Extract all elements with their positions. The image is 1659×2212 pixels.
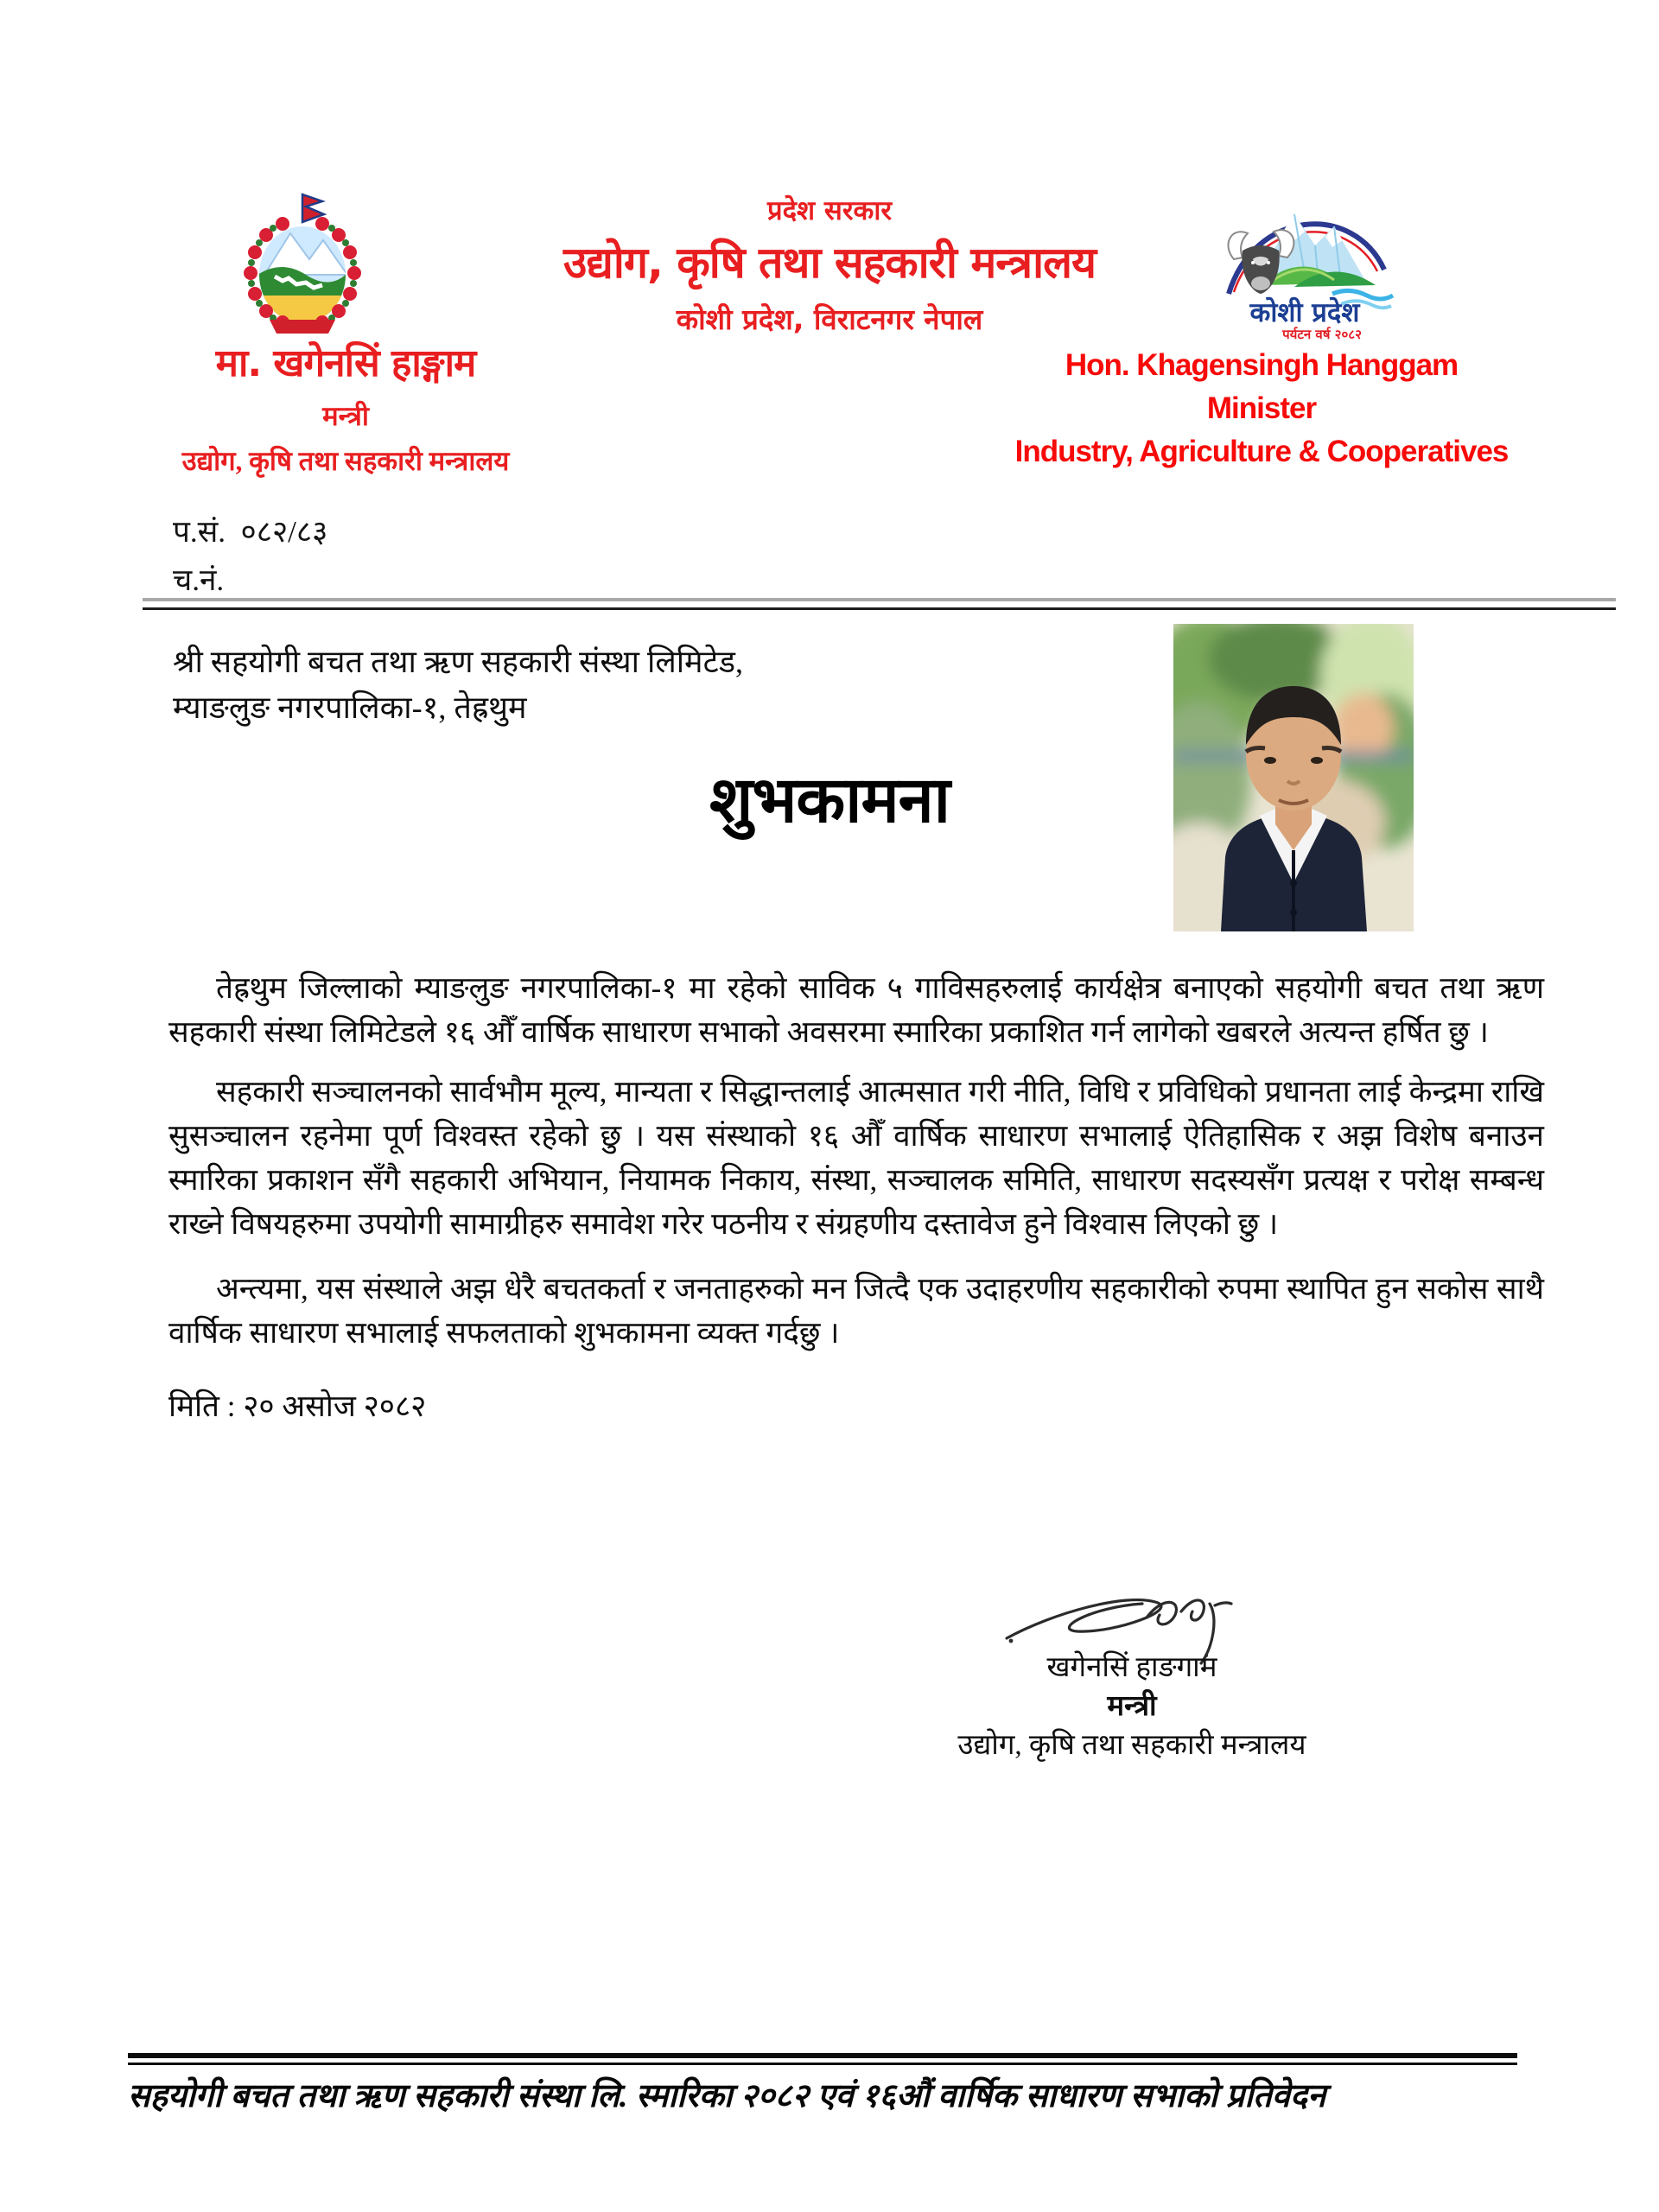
footer-divider-bottom xyxy=(128,2063,1517,2065)
signatory-ministry: उद्योग, कृषि तथा सहकारी मन्त्रालय xyxy=(957,1730,1306,1761)
minister-name-np: मा. खगेनसिं हाङ्गाम xyxy=(215,341,476,385)
minister-ministry-en: Industry, Agriculture & Cooperatives xyxy=(1014,435,1509,468)
ministry-name: उद्योग, कृषि तथा सहकारी मन्त्रालय xyxy=(563,238,1096,288)
koshi-logo-subtitle: पर्यटन वर्ष २०८२ xyxy=(1282,327,1362,342)
header-divider-top xyxy=(143,598,1616,601)
signatory-title: मन्त्री xyxy=(1107,1691,1157,1722)
header-divider-bottom xyxy=(143,607,1616,610)
letter-body xyxy=(168,966,1544,1428)
recipient-line1: श्री सहयोगी बचत तथा ऋण सहकारी संस्था लिमिटेड, xyxy=(173,645,743,679)
koshi-province-logo-icon xyxy=(1205,183,1405,346)
ref-number-line xyxy=(173,508,327,556)
minister-block-english xyxy=(976,344,1547,474)
letter-title: शुभकामना xyxy=(709,763,950,837)
paragraph-2: सहकारी सञ्चालनको सार्वभौम मूल्य, मान्यता र सिद्धान्तलाई आत्मसात गरी नीति, विधि र प्रविधिको प्रधानता लाई केन्द्रमा राखि सुसञ्चालन रहनेमा पूर्ण विश्वस्त रहेको छु । यस संस्थाको १६ औँ वार्षिक साधारण सभालाई ऐतिहासिक र अझ विशेष बनाउन स्मारिका प्रकाशन सँगै सहकारी अभियान, नियामक निकाय, संस्था, सञ्चालक समिति, साधारण सदस्यसँग प्रत्यक्ष र परोक्ष सम्बन्ध राख्ने विषयहरुमा उपयोगी सामाग्रीहरु समावेश गरेर पठनीय र संग्रहणीय दस्तावेज हुने विश्वास लिएको छु । xyxy=(168,1075,1544,1241)
koshi-logo-title: कोशी प्रदेश xyxy=(1249,297,1360,328)
recipient-line2: म्याङलुङ नगरपालिका-१, तेह्रथुम xyxy=(173,690,527,725)
footer-divider-top xyxy=(128,2053,1517,2058)
minister-title-en: Minister xyxy=(1206,391,1317,425)
province-location: कोशी प्रदेश, विराटनगर नेपाल xyxy=(676,302,983,336)
minister-title-np: मन्त्री xyxy=(322,401,369,431)
paragraph-1: तेह्रथुम जिल्लाको म्याङलुङ नगरपालिका-१ मा रहेको साविक ५ गाविसहरुलाई कार्यक्षेत्र बनाएको सहयोगी बचत तथा ऋण सहकारी संस्था लिमिटेडले १६ औँ वार्षिक साधारण सभाको अवसरमा स्मारिका प्रकाशित गर्न लागेको खबरले अत्यन्त हर्षित छु । xyxy=(168,971,1544,1049)
signatory-name: खगेनसिं हाङगाम xyxy=(1046,1652,1217,1683)
minister-block-nepali xyxy=(112,335,579,479)
ref-number-value: ०८२/८३ xyxy=(240,515,328,549)
minister-ministry-np: उद्योग, कृषि तथा सहकारी मन्त्रालय xyxy=(181,446,510,476)
minister-name-en: Hon. Khagensingh Hanggam xyxy=(1065,348,1459,382)
government-line: प्रदेश सरकार xyxy=(766,195,893,226)
emblem-ribbon xyxy=(270,320,335,334)
minister-portrait-photo xyxy=(1173,624,1414,931)
footer-caption: सहयोगी बचत तथा ऋण सहकारी संस्था लि. स्मारिका २०८२ एवं १६औं वार्षिक साधारण सभाको प्रतिवेदन xyxy=(128,2078,1326,2114)
letterhead xyxy=(354,192,1305,338)
recipient-address xyxy=(173,639,743,731)
nepal-emblem-icon xyxy=(232,190,373,335)
dispatch-number-label: च.नं. xyxy=(173,563,225,597)
date-line: मिति : २० असोज २०८२ xyxy=(168,1389,427,1423)
reference-block xyxy=(173,508,327,605)
paragraph-3: अन्त्यमा, यस संस्थाले अझ धेरै बचतकर्ता र जनताहरुको मन जित्दै एक उदाहरणीय सहकारीको रुपमा स्थापित हुन सकोस साथै वार्षिक साधारण सभालाई सफलताको शुभकामना व्यक्त गर्दछु । xyxy=(168,1272,1544,1350)
signature-block xyxy=(847,1649,1417,1765)
ref-number-label: प.सं. xyxy=(173,515,226,549)
